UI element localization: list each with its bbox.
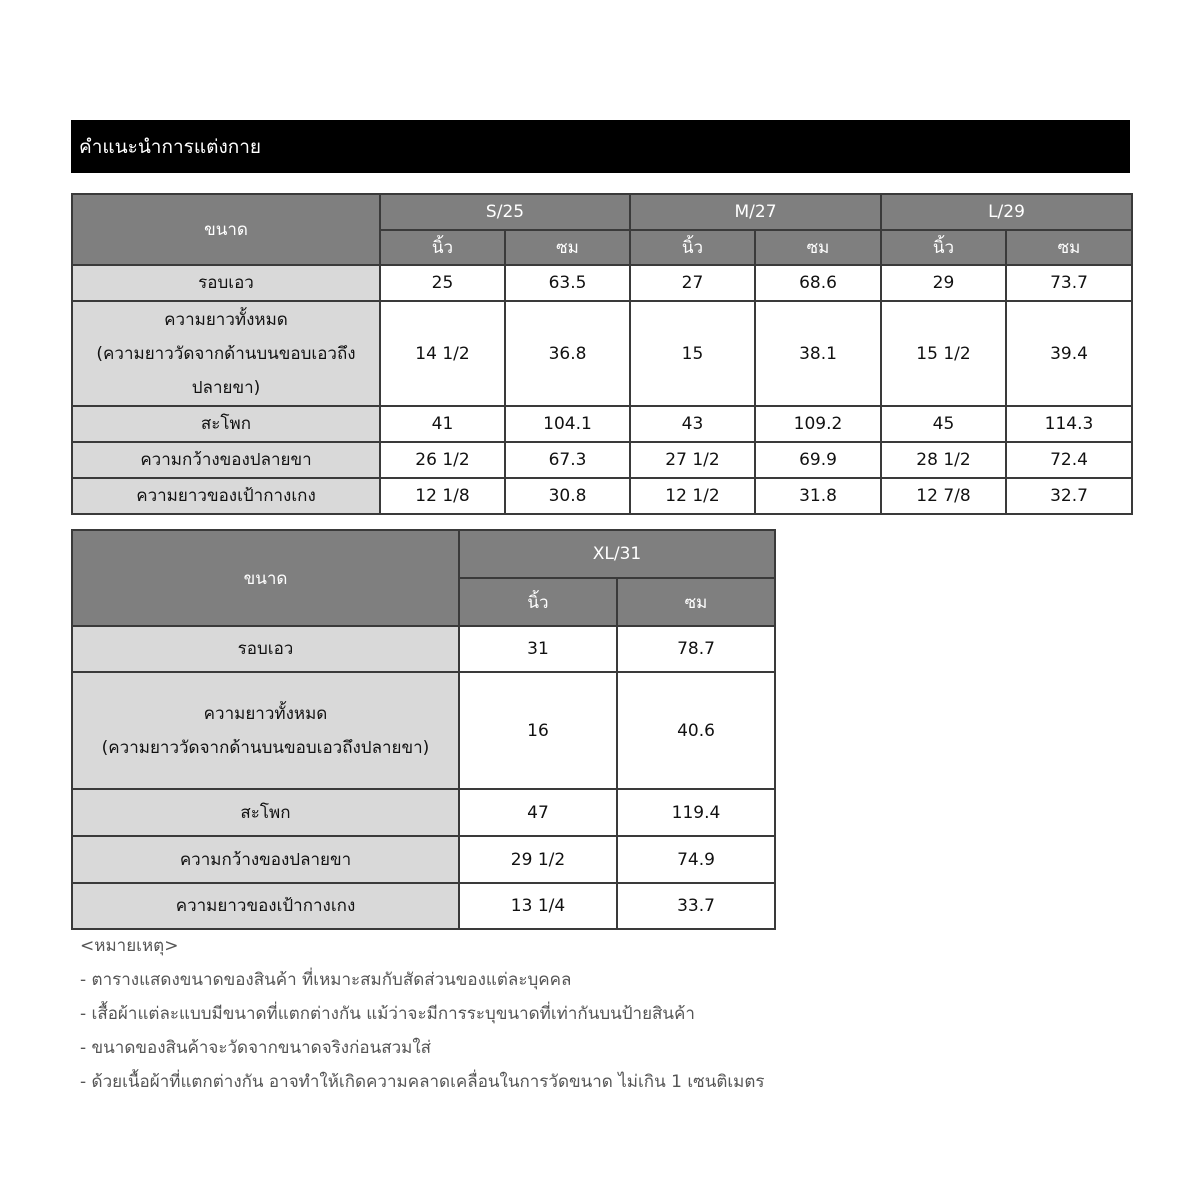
row-label-line: ความยาวทั้งหมด [203, 703, 328, 724]
size-table-s-m-l [71, 193, 1133, 515]
table-cell: 32.7 [1006, 478, 1132, 514]
table-cell: 28 1/2 [881, 442, 1006, 478]
table-cell: 63.5 [505, 265, 630, 301]
table-cell: 12 7/8 [881, 478, 1006, 514]
row-label-rise: ความยาวของเป้ากางเกง [72, 883, 459, 929]
table-cell: 68.6 [755, 265, 881, 301]
table-cell: 12 1/8 [380, 478, 505, 514]
size-header: ขนาด [72, 194, 380, 265]
row-label-line: ปลายขา) [191, 377, 261, 398]
table-cell: 74.9 [617, 836, 775, 883]
note-item: - ตารางแสดงขนาดของสินค้า ที่เหมาะสมกับสัดส่วนของแต่ละบุคคล [80, 970, 572, 990]
table-cell: 26 1/2 [380, 442, 505, 478]
table-cell: 78.7 [617, 626, 775, 672]
table-cell: 27 1/2 [630, 442, 755, 478]
table-cell: 29 1/2 [459, 836, 617, 883]
unit-inch-header: นิ้ว [459, 578, 617, 626]
table-row [72, 478, 1132, 514]
unit-inch-header: นิ้ว [881, 230, 1006, 265]
notes-section [80, 929, 765, 1099]
size-table-xl [71, 529, 776, 930]
row-label-line: (ความยาววัดจากด้านบนขอบเอวถึง [96, 343, 356, 364]
notes-heading: <หมายเหตุ> [80, 936, 179, 956]
table-cell: 31.8 [755, 478, 881, 514]
table-row [72, 442, 1132, 478]
table-cell: 72.4 [1006, 442, 1132, 478]
table-cell: 30.8 [505, 478, 630, 514]
row-label-line: (ความยาววัดจากด้านบนขอบเอวถึงปลายขา) [101, 737, 430, 758]
table-cell: 69.9 [755, 442, 881, 478]
table-cell: 43 [630, 406, 755, 442]
row-label-waist: รอบเอว [72, 626, 459, 672]
table-row [72, 836, 775, 883]
table-row [72, 301, 1132, 406]
table-cell: 40.6 [617, 672, 775, 789]
page-title [71, 120, 1130, 173]
row-label-leg-opening: ความกว้างของปลายขา [72, 442, 380, 478]
table-cell: 119.4 [617, 789, 775, 836]
table-cell: 25 [380, 265, 505, 301]
table-cell: 41 [380, 406, 505, 442]
unit-cm-header: ซม [755, 230, 881, 265]
table-cell: 14 1/2 [380, 301, 505, 406]
table-cell: 45 [881, 406, 1006, 442]
table-cell: 33.7 [617, 883, 775, 929]
row-label-hip: สะโพก [72, 789, 459, 836]
table-cell: 16 [459, 672, 617, 789]
row-label-total-length [72, 672, 459, 789]
table-cell: 13 1/4 [459, 883, 617, 929]
table-row [72, 406, 1132, 442]
table-cell: 12 1/2 [630, 478, 755, 514]
table-cell: 15 [630, 301, 755, 406]
page-title-text: คำแนะนำการแต่งกาย [79, 135, 262, 158]
table-cell: 73.7 [1006, 265, 1132, 301]
table-cell: 29 [881, 265, 1006, 301]
table-cell: 39.4 [1006, 301, 1132, 406]
table-cell: 27 [630, 265, 755, 301]
size-header: ขนาด [72, 530, 459, 626]
table-cell: 67.3 [505, 442, 630, 478]
size-column-header: L/29 [881, 194, 1132, 230]
unit-cm-header: ซม [1006, 230, 1132, 265]
table-row [72, 883, 775, 929]
row-label-rise: ความยาวของเป้ากางเกง [72, 478, 380, 514]
row-label-hip: สะโพก [72, 406, 380, 442]
table-cell: 36.8 [505, 301, 630, 406]
table-row [72, 672, 775, 789]
table-row [72, 789, 775, 836]
table-cell: 104.1 [505, 406, 630, 442]
note-item: - ด้วยเนื้อผ้าที่แตกต่างกัน อาจทำให้เกิดความคลาดเคลื่อนในการวัดขนาด ไม่เกิน 1 เซนติเมตร [80, 1072, 765, 1092]
size-column-header: XL/31 [459, 530, 775, 578]
unit-cm-header: ซม [505, 230, 630, 265]
note-item: - ขนาดของสินค้าจะวัดจากขนาดจริงก่อนสวมใส่ [80, 1038, 432, 1058]
table-cell: 114.3 [1006, 406, 1132, 442]
table-cell: 109.2 [755, 406, 881, 442]
row-label-leg-opening: ความกว้างของปลายขา [72, 836, 459, 883]
unit-inch-header: นิ้ว [630, 230, 755, 265]
row-label-total-length [72, 301, 380, 406]
unit-cm-header: ซม [617, 578, 775, 626]
table-cell: 47 [459, 789, 617, 836]
table-row [72, 265, 1132, 301]
table-cell: 15 1/2 [881, 301, 1006, 406]
note-item: - เสื้อผ้าแต่ละแบบมีขนาดที่แตกต่างกัน แม้ว่าจะมีการระบุขนาดที่เท่ากันบนป้ายสินค้า [80, 1004, 695, 1024]
table-cell: 31 [459, 626, 617, 672]
size-column-header: M/27 [630, 194, 881, 230]
table-row [72, 626, 775, 672]
row-label-waist: รอบเอว [72, 265, 380, 301]
size-column-header: S/25 [380, 194, 630, 230]
table-cell: 38.1 [755, 301, 881, 406]
row-label-line: ความยาวทั้งหมด [164, 309, 288, 330]
unit-inch-header: นิ้ว [380, 230, 505, 265]
